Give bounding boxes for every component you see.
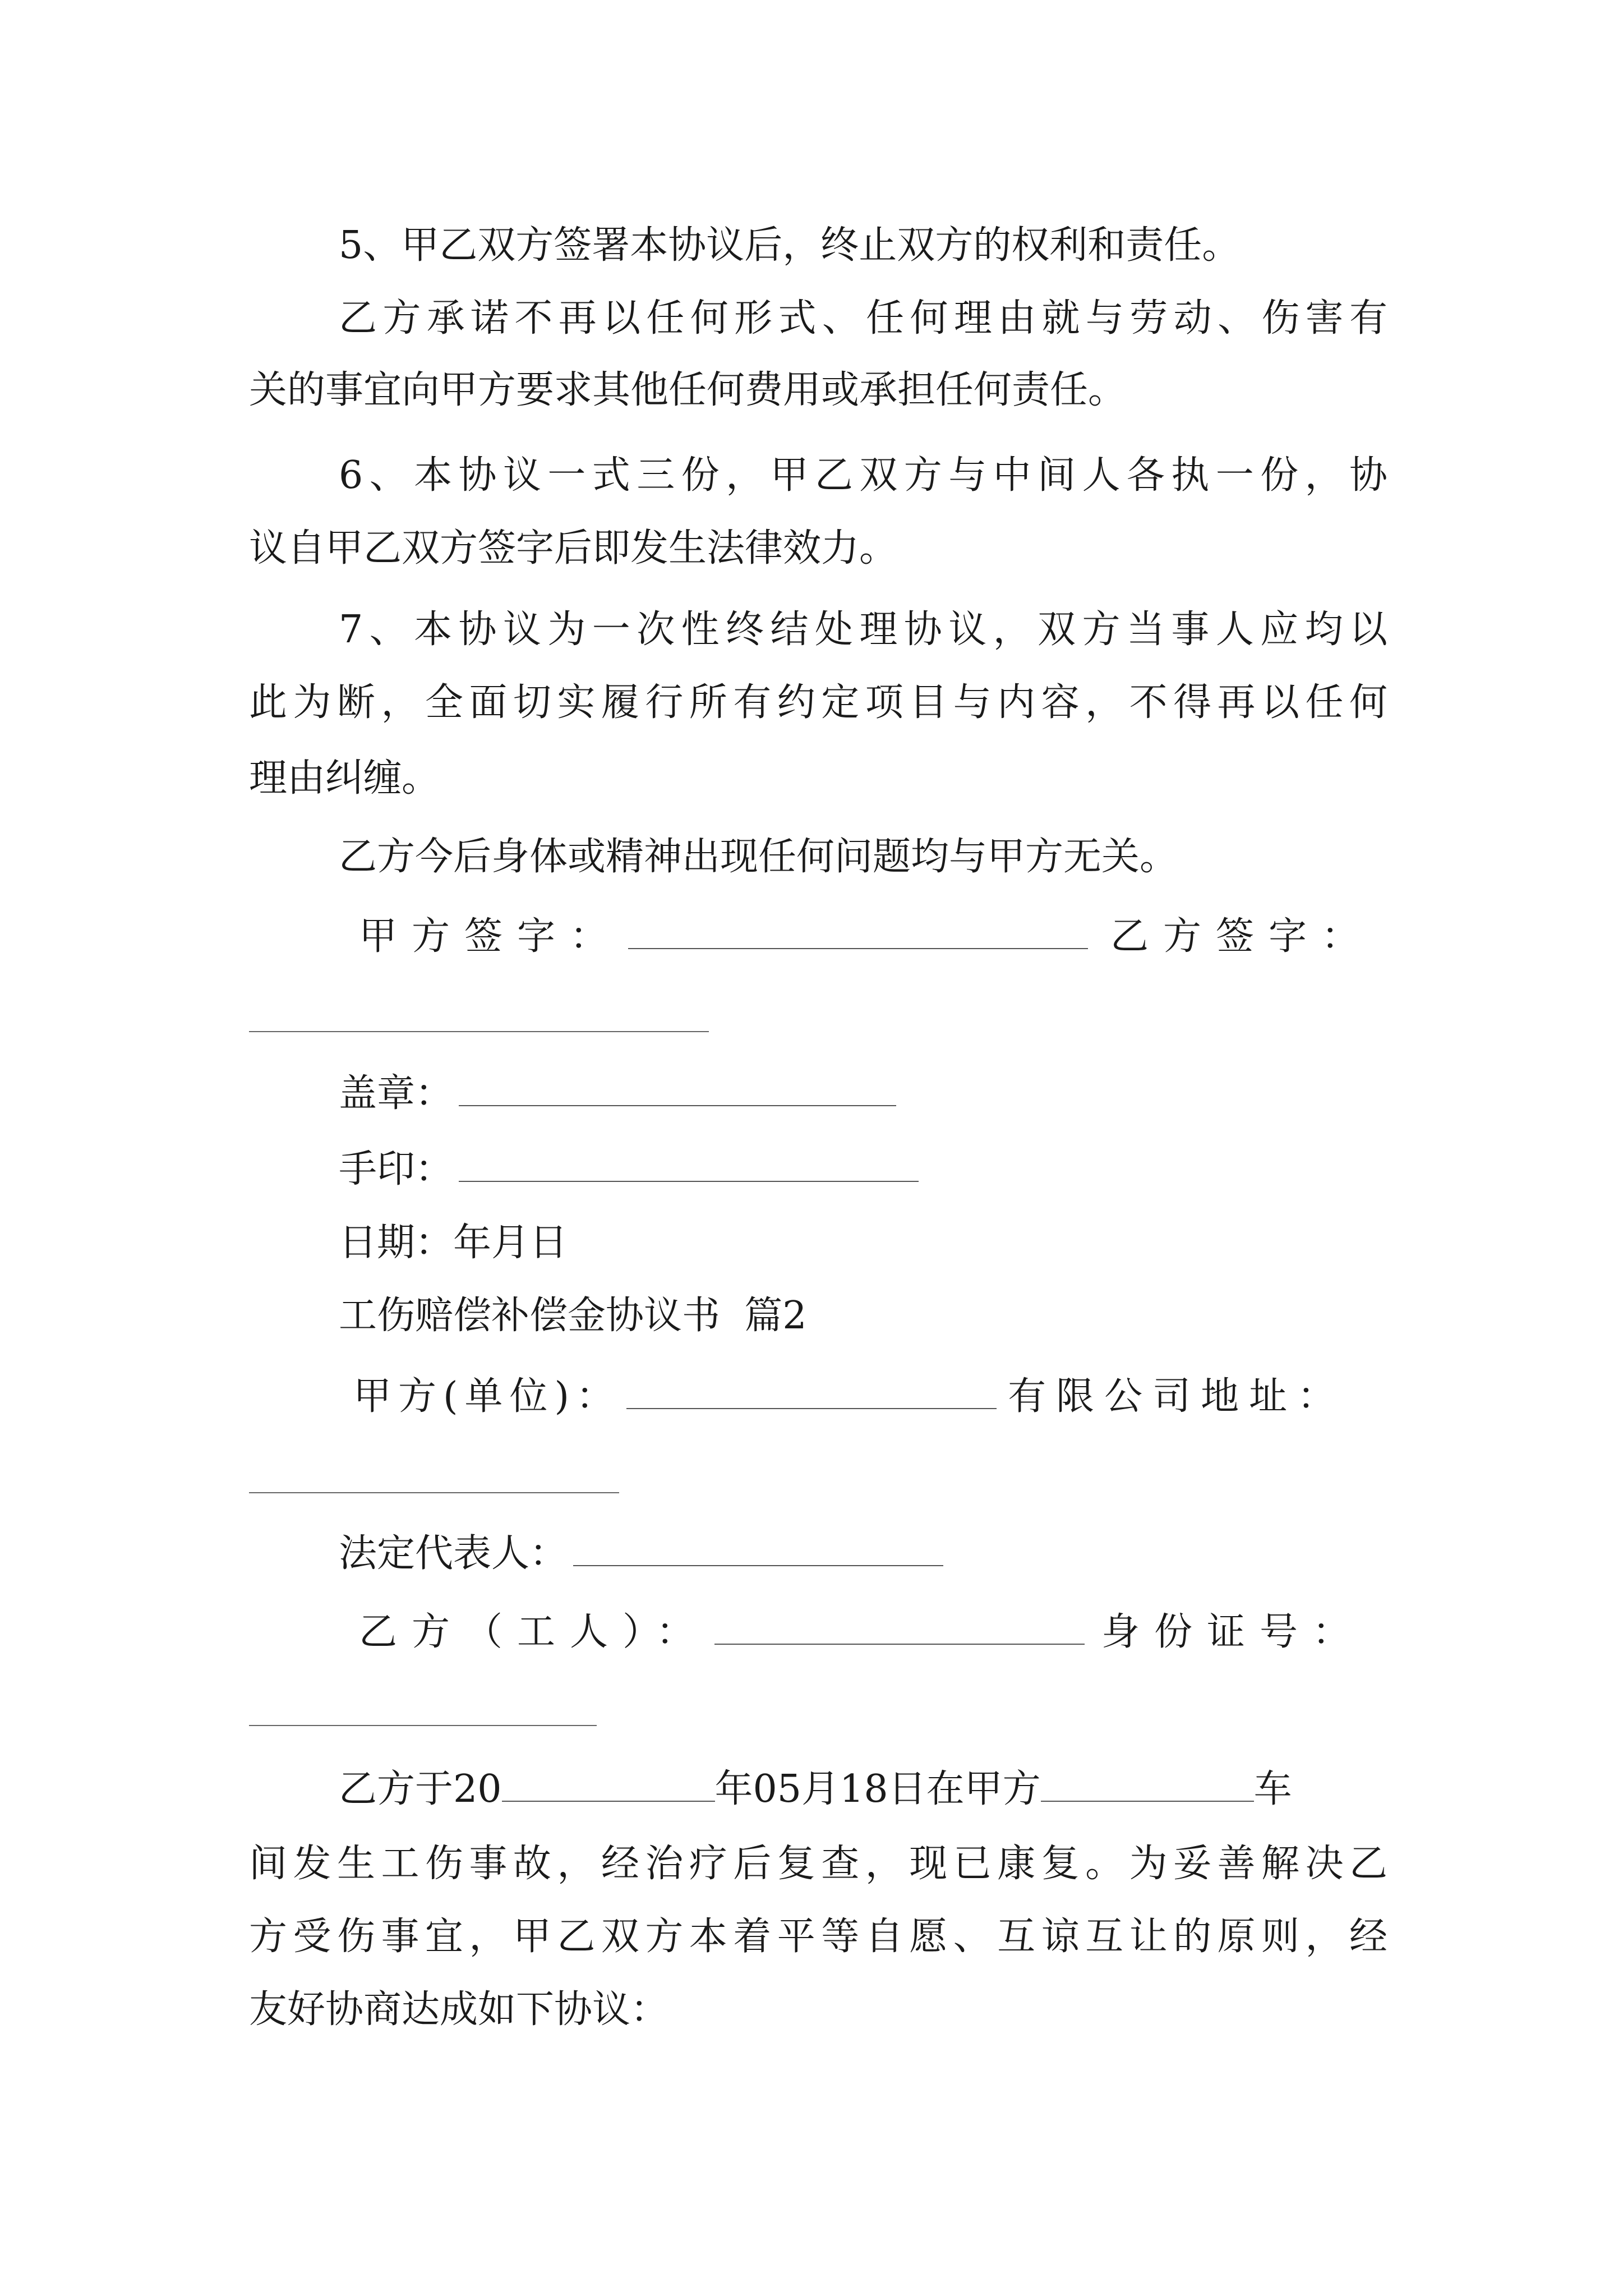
clause-6-line-2: 议自甲乙双方签字后即发生法律效力。 — [249, 526, 898, 570]
party-a-unit-row — [353, 1369, 1387, 1423]
legal-rep-field[interactable] — [573, 1526, 943, 1566]
company-address-field[interactable] — [249, 1492, 619, 1493]
accident-paragraph-line-4: 友好协商达成如下协议： — [249, 1987, 669, 2032]
disclaimer-line: 乙方今后身体或精神出现任何问题均与甲方无关。 — [339, 835, 1178, 879]
signature-row — [359, 909, 1387, 963]
date-line: 日期：年月日 — [339, 1221, 568, 1265]
clause-5: 5、甲乙双方签署本协议后，终止双方的权利和责任。 — [339, 223, 1241, 268]
party-b-worker-label: 乙方（工人）： — [359, 1610, 709, 1654]
workshop-suffix: 车 — [1253, 1767, 1292, 1811]
legal-rep-label: 法定代表人： — [339, 1531, 568, 1576]
party-a-signature-field[interactable] — [628, 909, 1088, 949]
party-b-worker-row — [359, 1604, 1387, 1658]
workshop-field[interactable] — [1041, 1761, 1254, 1802]
clause-7-line-3: 理由纠缠。 — [249, 756, 440, 800]
id-number-label: 身份证号： — [1101, 1610, 1366, 1654]
accident-paragraph-line-3: 方受伤事宜，甲乙双方本着平等自愿、互谅互让的原则，经 — [249, 1915, 1387, 1959]
seal-field[interactable] — [459, 1066, 896, 1106]
clause-5-paragraph-line-1: 乙方承诺不再以任何形式、任何理由就与劳动、伤害有 — [339, 296, 1387, 341]
section-2-heading: 工伤赔偿补偿金协议书 篇2 — [339, 1294, 807, 1338]
legal-rep-row — [339, 1526, 1387, 1580]
party-a-unit-field[interactable] — [626, 1369, 997, 1409]
accident-paragraph-line-1 — [339, 1761, 1387, 1815]
clause-5-paragraph-line-2: 关的事宜向甲方要求其他任何费用或承担任何责任。 — [249, 368, 1127, 412]
fingerprint-row — [339, 1142, 1387, 1195]
fingerprint-field[interactable] — [459, 1142, 919, 1182]
party-a-signature-label: 甲方签字： — [359, 914, 623, 959]
seal-row — [339, 1066, 1387, 1120]
clause-6-line-1: 6、本协议一式三份，甲乙双方与中间人各执一份，协 — [339, 453, 1387, 498]
clause-7-line-1: 7、本协议为一次性终结处理协议，双方当事人应均以 — [339, 608, 1387, 652]
party-a-unit-label: 甲方(单位)： — [353, 1374, 621, 1419]
accident-paragraph-line-2: 间发生工伤事故，经治疗后复查，现已康复。为妥善解决乙 — [249, 1842, 1387, 1886]
party-b-worker-field[interactable] — [714, 1604, 1085, 1645]
accident-year-field[interactable] — [502, 1761, 715, 1802]
accident-date-text: 年05月18日在甲方 — [714, 1767, 1041, 1811]
accident-year-prefix: 乙方于20 — [339, 1767, 502, 1811]
fingerprint-label: 手印： — [339, 1147, 454, 1191]
company-address-label: 有限公司地址： — [1008, 1374, 1346, 1419]
party-b-signature-field[interactable] — [249, 1031, 709, 1032]
party-b-signature-label: 乙方签字： — [1110, 914, 1375, 959]
clause-7-line-2: 此为断，全面切实履行所有约定项目与内容，不得再以任何 — [249, 680, 1387, 725]
seal-label: 盖章： — [339, 1071, 454, 1116]
id-number-field[interactable] — [249, 1725, 597, 1726]
